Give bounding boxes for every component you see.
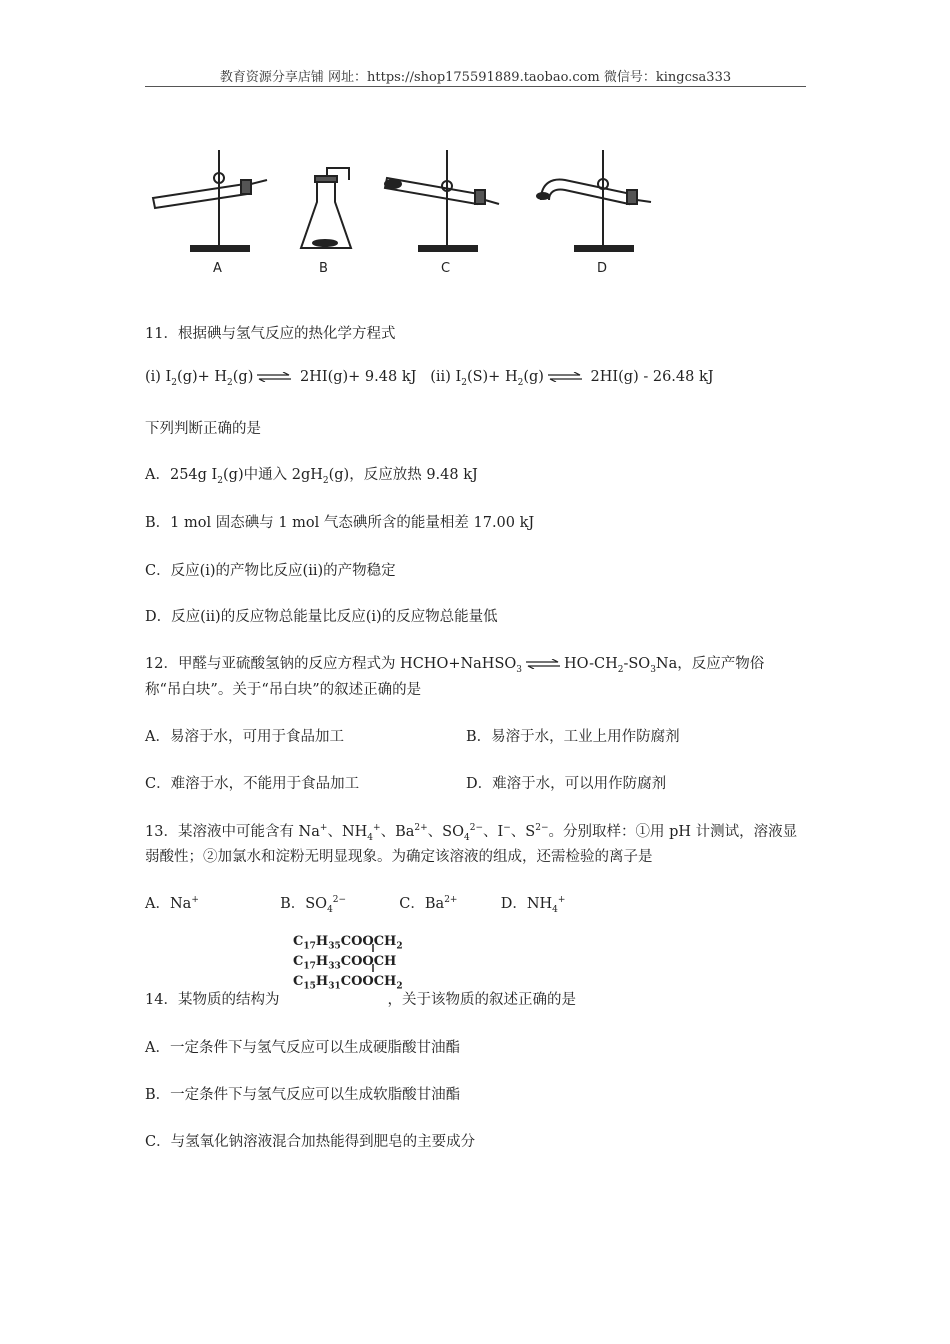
header-rule	[145, 86, 806, 87]
q13-option-b: B．$SO_4^{2-}$	[280, 895, 347, 915]
q13-options	[145, 892, 565, 913]
apparatus-c	[385, 150, 499, 251]
apparatus-b	[301, 168, 351, 248]
label-a: A	[213, 261, 222, 276]
structure-bonds	[370, 944, 376, 986]
q14-stem: 14．某物质的结构为 ，关于该物质的叙述正确的是	[145, 992, 576, 1008]
q11-option-c: C．反应(i)的产物比反应(ii)的产物稳定	[145, 563, 396, 579]
q14-option-b: B．一定条件下与氢气反应可以生成软脂酸甘油酯	[145, 1087, 461, 1103]
q14-option-c: C．与氢氧化钠溶液混合加热能得到肥皂的主要成分	[145, 1134, 476, 1150]
q11-option-d: D．反应(ii)的反应物总能量比反应(i)的反应物总能量低	[145, 609, 498, 625]
equilibrium-arrow-icon	[548, 372, 582, 382]
q11-prompt: 下列判断正确的是	[145, 421, 261, 437]
q11-equations: (i) $I_2(g)+ H_2(g)$ 2HI(g)+ 9.48 kJ (ii) $I_2(S)+ H_2(g)$ 2HI(g) - 26.48 kJ	[145, 369, 714, 388]
q11-stem: 11．根据碘与氢气反应的热化学方程式	[145, 326, 396, 342]
q12-stem-line2: 称“吊白块”。关于“吊白块”的叙述正确的是	[145, 682, 422, 698]
q14-option-a: A．一定条件下与氢气反应可以生成硬脂酸甘油酯	[145, 1040, 460, 1056]
q12-option-c: C．难溶于水，不能用于食品加工	[145, 776, 360, 792]
q12-stem: 12．甲醛与亚硫酸氢钠的反应方程式为 HCHO+NaHSO$_3$ $HO-CH_2-SO_3Na$，反应产物俗	[145, 656, 765, 675]
q12-option-b: B．易溶于水，工业上用作防腐剂	[466, 729, 680, 745]
q13-option-a: A．Na+	[145, 895, 199, 912]
q12-option-d: D．难溶于水，可以用作防腐剂	[466, 776, 667, 792]
q13-option-d: D．$NH_4^+$	[500, 895, 566, 915]
q12-option-a: A．易溶于水，可用于食品加工	[145, 729, 344, 745]
q11-option-a: A．254g $I_2(g)$中通入 $2gH_2(g)$，反应放热 9.48 kJ	[145, 467, 478, 486]
equilibrium-arrow-icon	[526, 659, 560, 669]
apparatus-figure	[145, 140, 665, 285]
q13-stem-line2: 弱酸性；②加氯水和淀粉无明显现象。为确定该溶液的组成，还需检验的离子是	[145, 849, 653, 865]
triglyceride-structure: $C_{17}H_{35}COOCH_2$ $C_{17}H_{33}COOCH$ $C_{15}H_{31}COOCH_2$	[293, 934, 403, 992]
label-d: D	[597, 261, 608, 276]
equilibrium-arrow-icon	[257, 372, 291, 382]
q13-option-c: C．$Ba^{2+}$	[399, 895, 458, 912]
q11-option-b: B．1 mol 固态碘与 1 mol 气态碘所含的能量相差 17.00 kJ	[145, 515, 535, 531]
page-header: 教育资源分享店铺 网址：https://shop175591889.taobao.com 微信号：kingcsa333	[219, 70, 732, 85]
apparatus-a	[153, 150, 267, 251]
apparatus-d	[537, 150, 651, 251]
label-b: B	[319, 261, 328, 276]
label-c: C	[441, 261, 451, 276]
q13-stem: 13．某溶液中可能含有 Na+、$NH_4^+$、$Ba^{2+}$、$SO_4^{2-}$、I−、$S^{2-}$。分别取样：①用 pH 计测试，溶液显	[145, 823, 798, 843]
